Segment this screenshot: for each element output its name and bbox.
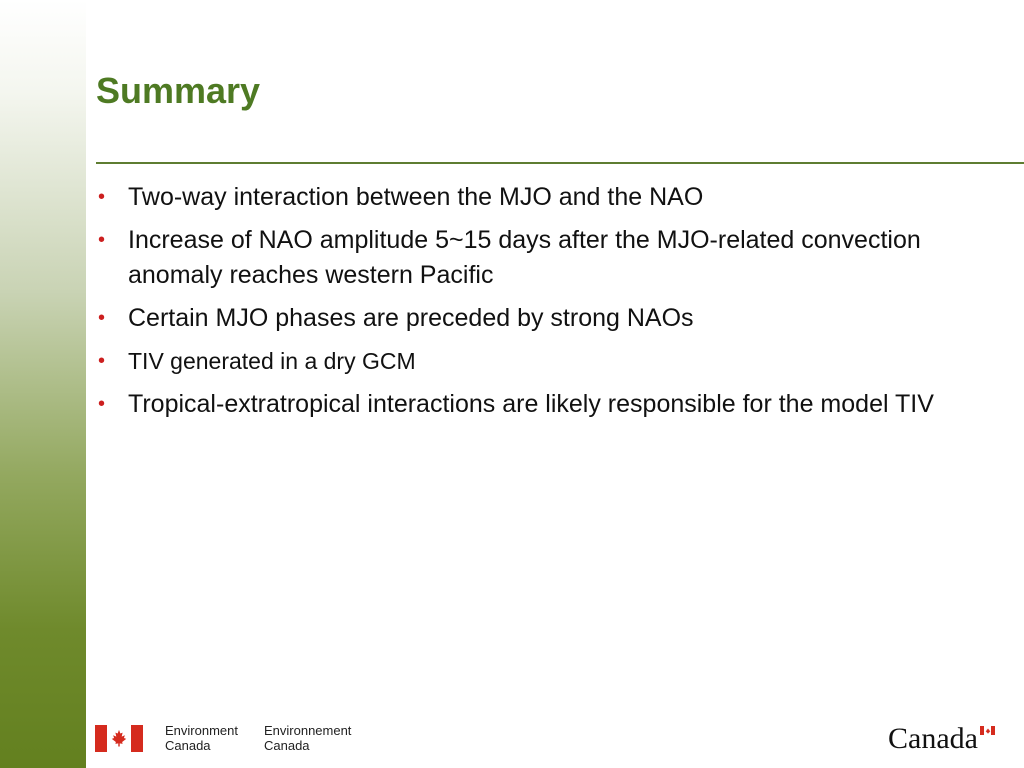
bullet-icon: •	[98, 186, 106, 208]
bullet-item	[96, 301, 976, 336]
bullet-item	[96, 180, 976, 215]
bullet-text: Two-way interaction between the MJO and the NAO	[128, 183, 704, 211]
wordmark-flag-icon	[980, 726, 995, 735]
bullet-icon: •	[98, 350, 106, 372]
bullet-item	[96, 387, 976, 422]
wordmark-text: Canada	[888, 722, 978, 755]
department-name-en: Environment Canada	[165, 723, 238, 753]
bullet-text: Tropical-extratropical interactions are likely responsible for the model TIV	[128, 390, 934, 418]
bullet-icon: •	[98, 393, 106, 415]
bullet-item	[96, 223, 976, 293]
slide-title: Summary	[96, 70, 261, 111]
bullet-text: Increase of NAO amplitude 5~15 days after the MJO-related convection anomaly reaches western Pacific	[128, 226, 921, 289]
canada-wordmark	[888, 720, 978, 754]
department-name-fr: Environnement Canada	[263, 723, 352, 753]
bullet-text: TIV generated in a dry GCM	[128, 348, 416, 374]
bullet-icon: •	[98, 307, 106, 329]
bullet-icon: •	[98, 229, 106, 251]
canada-flag-icon	[95, 725, 143, 752]
maple-leaf-icon	[110, 729, 128, 747]
bullet-text: Certain MJO phases are preceded by strong NAOs	[128, 304, 694, 332]
bullet-list	[96, 180, 976, 430]
title-divider	[96, 162, 1024, 164]
footer-signature	[95, 722, 377, 754]
bullet-item	[96, 344, 976, 379]
sidebar-gradient	[0, 0, 86, 768]
